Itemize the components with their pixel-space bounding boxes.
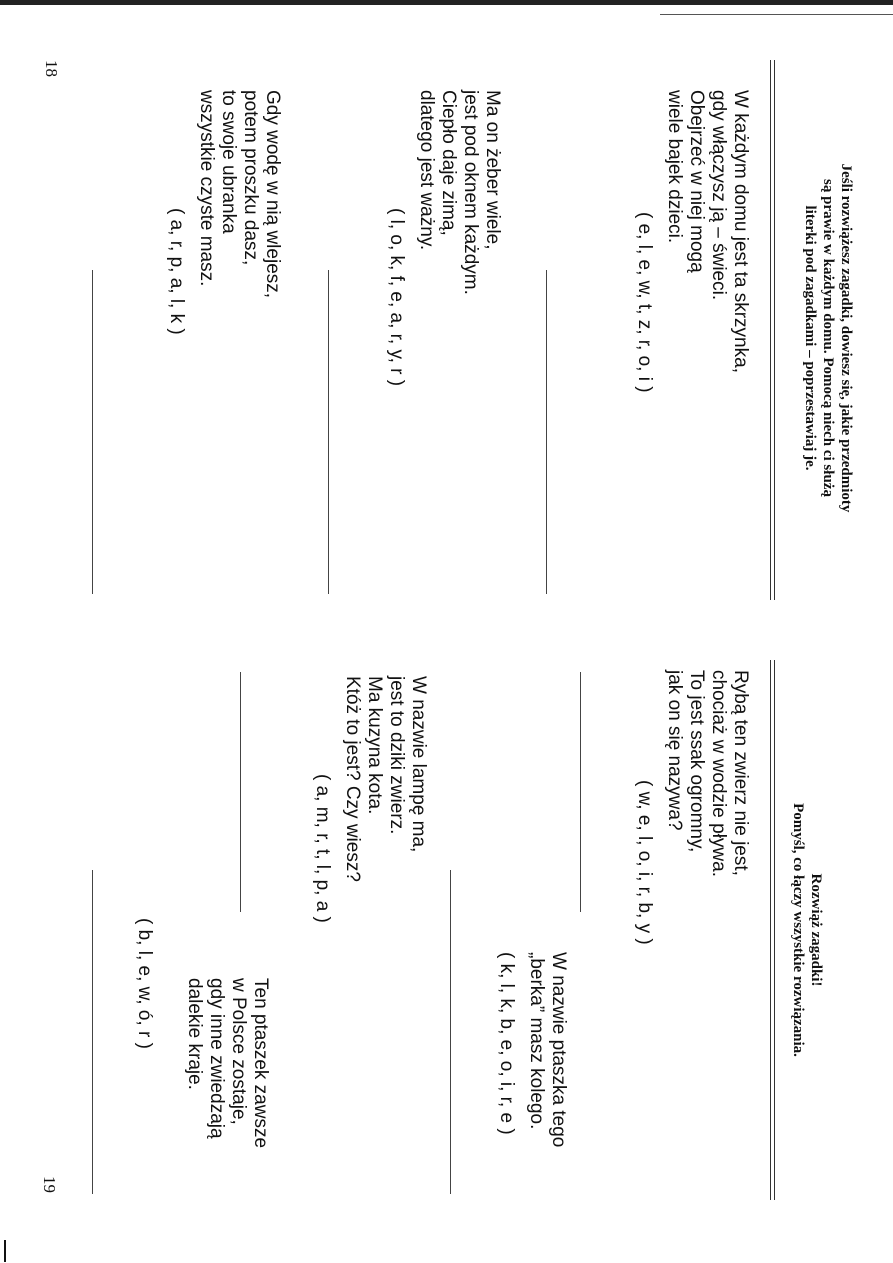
header-rule-top-left bbox=[774, 60, 775, 600]
header-rule-top-right bbox=[774, 660, 775, 1200]
right-riddle-1 bbox=[633, 670, 751, 945]
right-riddle-4 bbox=[183, 978, 271, 1148]
right-answer-line-2 bbox=[450, 870, 451, 1194]
riddle-line: w Polsce zostaje, bbox=[228, 978, 249, 1125]
riddle-letters: ( e, l, e, w, t, z, r, o, i ) bbox=[634, 212, 655, 393]
riddle-line: W każdym domu jest ta skrzynka, bbox=[730, 90, 751, 373]
left-header-line: literki pod zagadkami – poprzestawiaj je. bbox=[802, 205, 818, 471]
left-header-line: są prawie w każdym domu. Pomocą niech ci służą bbox=[820, 179, 836, 497]
riddle-letters: ( a, m, r, t, l, p, a ) bbox=[312, 774, 333, 923]
right-riddle-2 bbox=[495, 952, 569, 1147]
riddle-line: jest pod oknem każdym. bbox=[460, 90, 481, 295]
riddle-line: To jest ssak ogromny, bbox=[686, 670, 707, 853]
riddle-line: Ma on żeber wiele, bbox=[482, 90, 503, 250]
right-header-line: Rozwiąż zagadki! bbox=[808, 873, 824, 987]
left-answer-line-1 bbox=[546, 270, 547, 594]
riddle-line: Gdy wodę w nią wlejesz, bbox=[262, 90, 283, 299]
riddle-letters: ( l, o, k, f, e, a, r, y, r ) bbox=[386, 208, 407, 387]
left-answer-line-2 bbox=[328, 270, 329, 594]
right-answer-line-3 bbox=[240, 672, 241, 912]
riddle-line: W nazwie ptaszka tego bbox=[548, 952, 569, 1148]
right-answer-line-4 bbox=[92, 870, 93, 1194]
riddle-letters: ( w, e, l, o, i, r, b, y ) bbox=[634, 780, 655, 945]
riddle-line: dalekie kraje. bbox=[184, 978, 205, 1090]
riddle-line: to swoje ubranka bbox=[218, 90, 239, 234]
header-rule-top-right-2 bbox=[770, 660, 771, 1200]
right-answer-line-1 bbox=[580, 672, 581, 912]
right-header bbox=[789, 680, 825, 1180]
riddle-line: dlatego jest ważny. bbox=[416, 90, 437, 251]
right-riddle-3 bbox=[311, 676, 429, 923]
left-riddle-1 bbox=[633, 90, 751, 393]
riddle-line: Któż to jest? Czy wiesz? bbox=[342, 676, 363, 882]
riddle-line: jak on się nazywa? bbox=[664, 670, 685, 831]
riddle-letters: ( k, l, k, b, e, o, i, r, e ) bbox=[496, 952, 517, 1135]
header-rule-top-left-2 bbox=[770, 60, 771, 600]
left-header bbox=[801, 78, 855, 598]
riddle-letters: ( b, l, e, w, ó, r ) bbox=[134, 918, 155, 1049]
riddle-line: Obejrzeć w niej mogą bbox=[686, 90, 707, 273]
page-number-right: 19 bbox=[40, 1176, 59, 1193]
riddle-line: „berka” masz kolego. bbox=[526, 952, 547, 1130]
left-answer-line-3 bbox=[92, 270, 93, 594]
left-riddle-3 bbox=[165, 90, 283, 335]
riddle-line: wiele bajek dzieci. bbox=[664, 90, 685, 244]
page-number-left: 18 bbox=[42, 60, 61, 77]
riddle-line: Rybą ten zwierz nie jest, bbox=[730, 670, 751, 876]
right-riddle-4-letters bbox=[133, 918, 155, 1049]
riddle-line: Ma kuzyna kota. bbox=[364, 676, 385, 815]
riddle-line: W nazwie lampę ma, bbox=[408, 676, 429, 853]
riddle-letters: ( a, r, p, a, l, k ) bbox=[166, 208, 187, 335]
riddle-line: gdy włączysz ją – świeci. bbox=[708, 90, 729, 301]
riddle-line: Ciepło daje zimą, bbox=[438, 90, 459, 236]
riddle-line: gdy inne zwiedzają bbox=[206, 978, 227, 1139]
riddle-line: Ten ptaszek zawsze bbox=[250, 978, 271, 1149]
right-header-line: Pomyśl, co łączy wszystkie rozwiązania. bbox=[790, 803, 806, 1057]
riddle-line: jest to dziki zwierz. bbox=[386, 676, 407, 835]
left-riddle-2 bbox=[385, 90, 503, 386]
left-header-line: Jeśli rozwiążesz zagadki, dowiesz się, jakie przedmioty bbox=[838, 163, 854, 513]
riddle-line: potem proszku dasz, bbox=[240, 90, 261, 266]
riddle-line: chociaż w wodzie pływa. bbox=[708, 670, 729, 877]
riddle-line: wszystkie czyste masz. bbox=[196, 90, 217, 287]
